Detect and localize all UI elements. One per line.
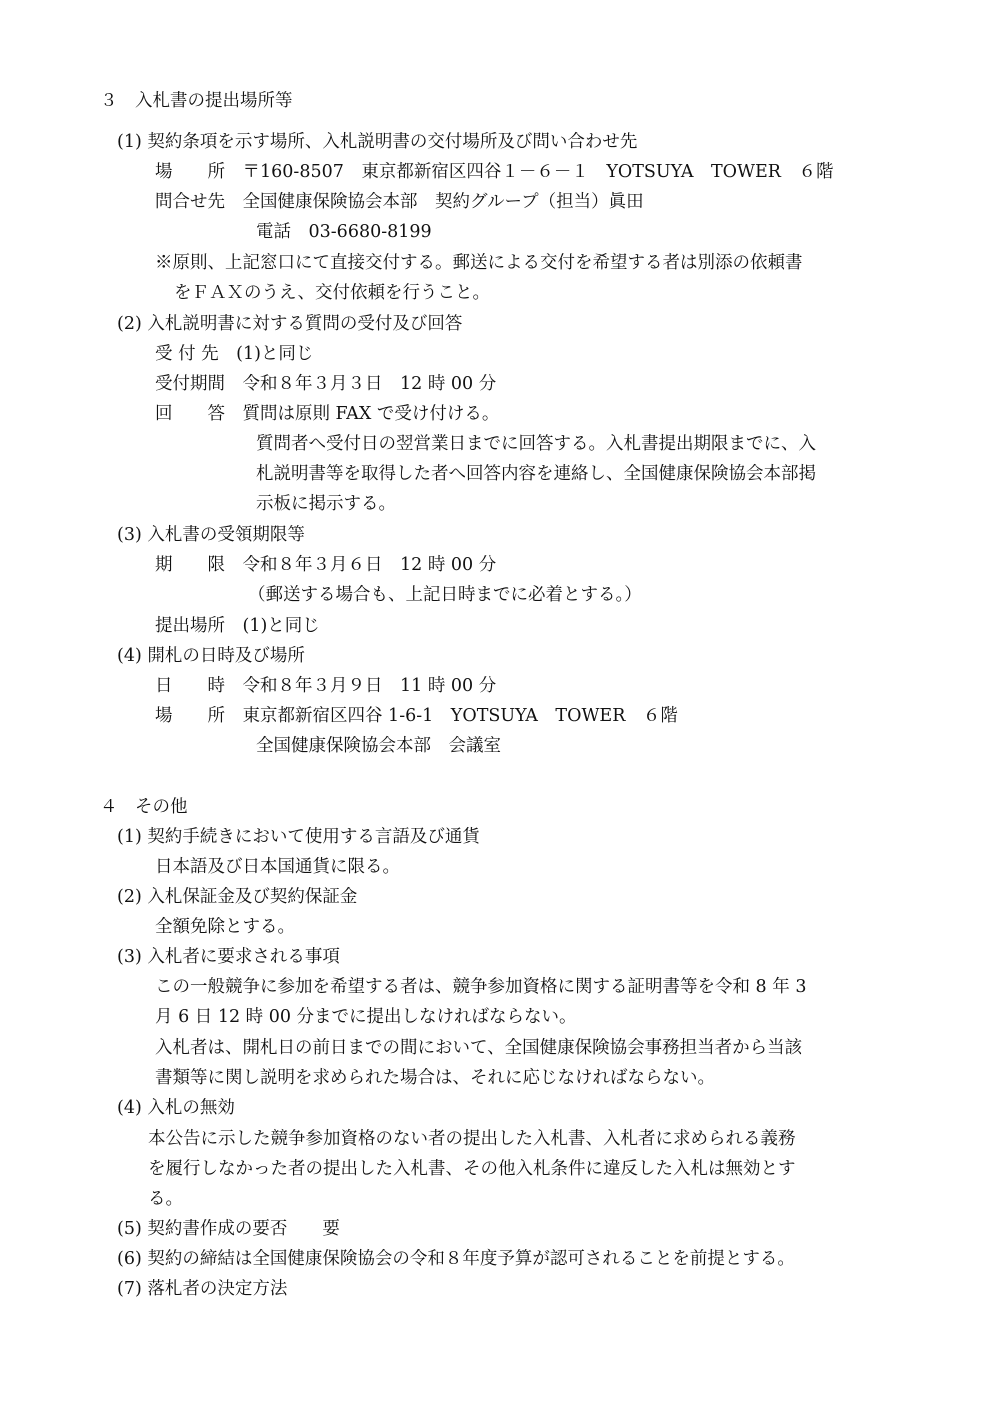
item-3-4-place-line-2: 全国健康保険協会本部 会議室 [256, 736, 501, 756]
item-4-5-title: (5) 契約書作成の要否 要 [117, 1219, 340, 1239]
item-3-2-answer-line-1: 回 答 質問は原則 FAX で受け付ける。 [155, 404, 500, 424]
item-3-1-title: (1) 契約条項を示す場所、入札説明書の交付場所及び問い合わせ先 [117, 132, 638, 152]
item-3-2-period: 受付期間 令和８年３月３日 12 時 00 分 [155, 374, 497, 394]
item-4-4-body-line-1: 本公告に示した競争参加資格のない者の提出した入札書、入札者に求められる義務 [148, 1129, 796, 1149]
item-3-2-title: (2) 入札説明書に対する質問の受付及び回答 [117, 314, 463, 334]
item-3-4-title: (4) 開札の日時及び場所 [117, 646, 305, 666]
item-4-3-body-line-2: 月 6 日 12 時 00 分までに提出しなければならない。 [155, 1007, 577, 1027]
item-4-4-body-line-3: る。 [148, 1189, 183, 1209]
item-4-4-title: (4) 入札の無効 [117, 1098, 235, 1118]
item-3-1-note-line-2: をＦＡＸのうえ、交付依頼を行うこと。 [174, 283, 491, 303]
item-4-4-body-line-2: を履行しなかった者の提出した入札書、その他入札条件に違反した入札は無効とす [148, 1159, 796, 1179]
item-4-3-body-line-1: この一般競争に参加を希望する者は、競争参加資格に関する証明書等を令和 8 年 3 [155, 977, 807, 997]
item-3-2-reception: 受 付 先 (1)と同じ [155, 344, 314, 364]
section-4-heading: ４ その他 [100, 797, 188, 817]
item-3-1-phone: 電話 03-6680-8199 [256, 222, 432, 242]
item-3-2-answer-line-4: 示板に掲示する。 [256, 494, 396, 514]
item-4-3-title: (3) 入札者に要求される事項 [117, 947, 340, 967]
item-4-2-body: 全額免除とする。 [155, 917, 295, 937]
item-3-2-answer-line-3: 札説明書等を取得した者へ回答内容を連絡し、全国健康保険協会本部掲 [256, 464, 816, 484]
item-4-7-title: (7) 落札者の決定方法 [117, 1279, 288, 1299]
item-4-3-body-line-4: 書類等に関し説明を求められた場合は、それに応じなければならない。 [155, 1068, 715, 1088]
item-3-3-submit-place: 提出場所 (1)と同じ [155, 616, 320, 636]
item-3-4-place: 場 所 東京都新宿区四谷 1-6-1 YOTSUYA TOWER ６階 [155, 706, 678, 726]
item-3-3-deadline-note: （郵送する場合も、上記日時までに必着とする。） [248, 585, 642, 605]
item-3-1-contact: 問合せ先 全国健康保険協会本部 契約グループ（担当）眞田 [155, 192, 644, 212]
item-4-2-title: (2) 入札保証金及び契約保証金 [117, 887, 358, 907]
item-4-3-body-line-3: 入札者は、開札日の前日までの間において、全国健康保険協会事務担当者から当該 [155, 1038, 803, 1058]
item-3-4-datetime: 日 時 令和８年３月９日 11 時 00 分 [155, 676, 497, 696]
item-4-6-title: (6) 契約の締結は全国健康保険協会の令和８年度予算が認可されることを前提とする。 [117, 1249, 795, 1269]
item-4-1-title: (1) 契約手続きにおいて使用する言語及び通貨 [117, 827, 480, 847]
item-3-3-deadline: 期 限 令和８年３月６日 12 時 00 分 [155, 555, 497, 575]
item-3-3-title: (3) 入札書の受領期限等 [117, 525, 305, 545]
section-3-heading: ３ 入札書の提出場所等 [100, 91, 293, 111]
item-3-1-place: 場 所 〒160-8507 東京都新宿区四谷１－６－１ YOTSUYA TOWER ６階 [155, 162, 834, 182]
item-3-1-note-line-1: ※原則、上記窓口にて直接交付する。郵送による交付を希望する者は別添の依頼書 [155, 253, 803, 273]
item-4-1-body: 日本語及び日本国通貨に限る。 [155, 857, 400, 877]
item-3-2-answer-line-2: 質問者へ受付日の翌営業日までに回答する。入札書提出期限までに、入 [256, 434, 816, 454]
